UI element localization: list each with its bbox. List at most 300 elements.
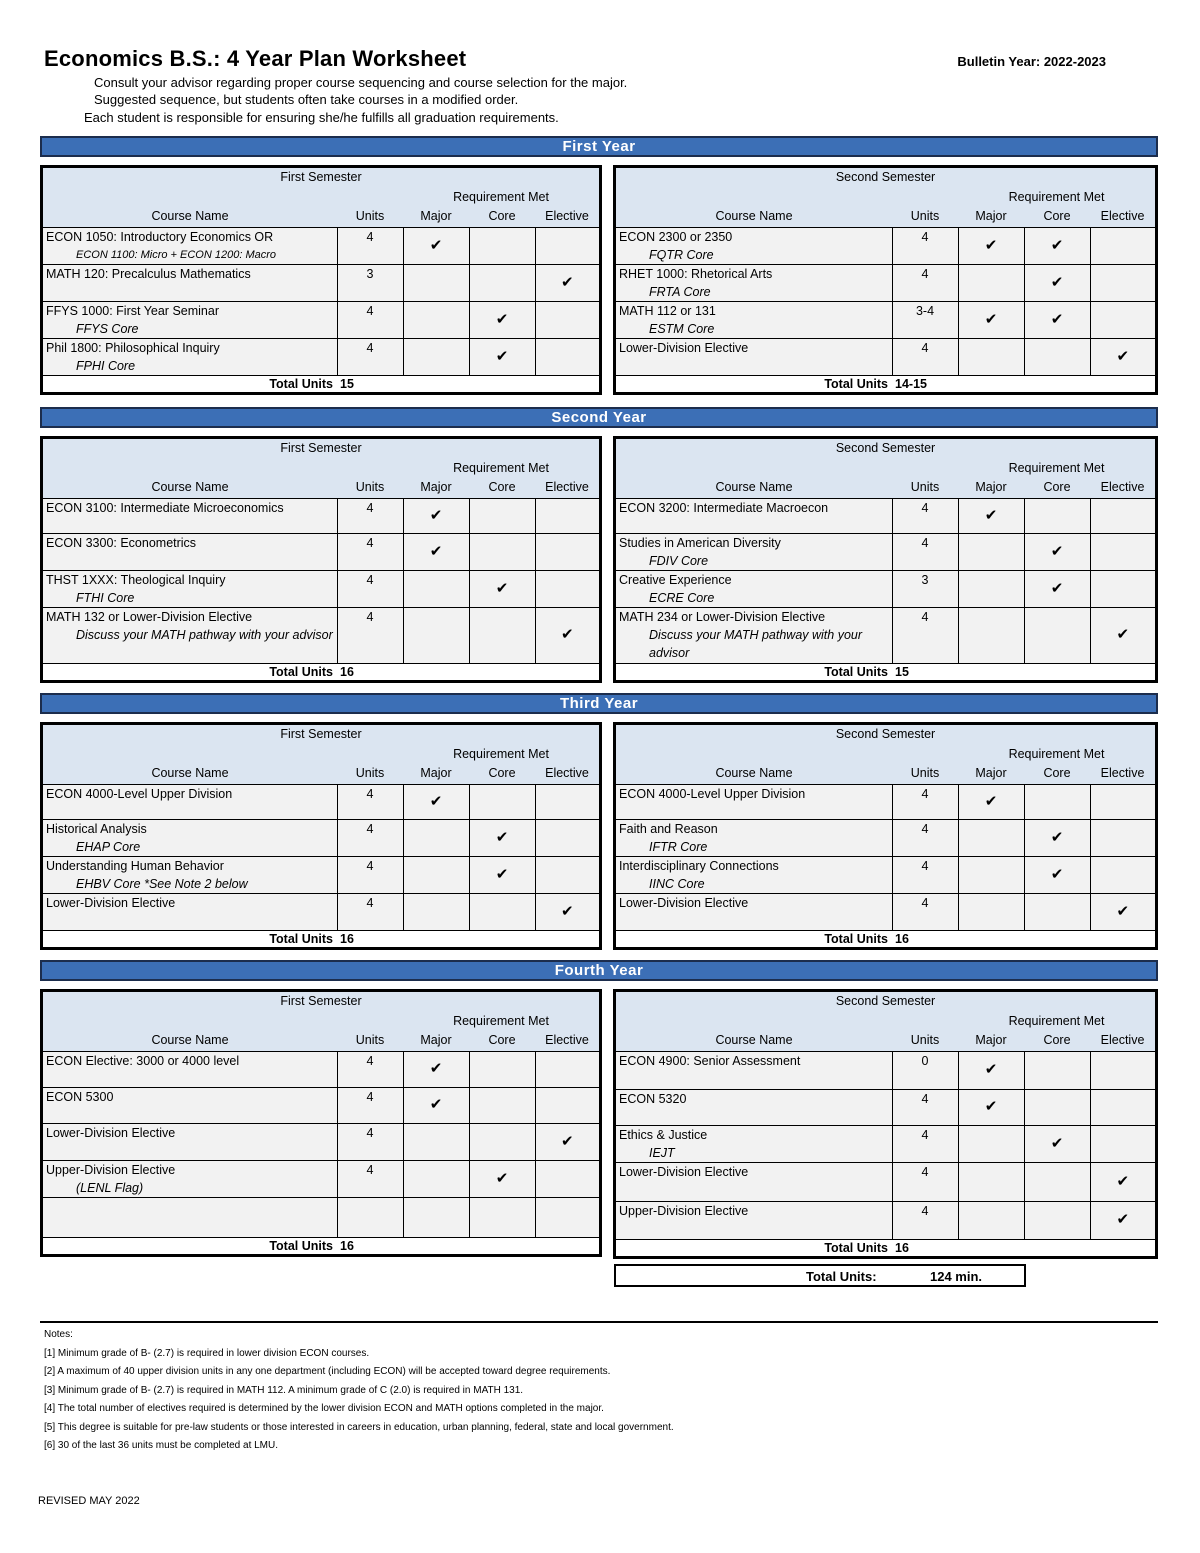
course-units	[337, 1197, 403, 1237]
core-check-cell	[469, 227, 535, 264]
course-name: Lower-Division Elective	[619, 1164, 749, 1179]
course-cell	[43, 264, 337, 301]
course-cell	[43, 570, 337, 607]
core-check-cell	[469, 856, 535, 893]
core-header: Core	[469, 1031, 535, 1051]
header-spacer	[337, 459, 403, 478]
major-check-cell	[958, 227, 1024, 264]
header-spacer	[892, 188, 958, 207]
header-spacer	[43, 1012, 337, 1031]
course-requirement-note: EHAP Core	[76, 839, 141, 854]
course-name: ECON 5320	[619, 1091, 687, 1106]
course-cell	[43, 893, 337, 930]
elective-header: Elective	[535, 478, 599, 498]
checkmark-icon: ✔	[984, 792, 998, 810]
checkmark-icon: ✔	[1050, 542, 1064, 560]
elective-check-cell	[535, 498, 599, 533]
note-item: [2] A maximum of 40 upper division units in any one department (including ECON) will be accepted toward degree requirements.	[44, 1366, 611, 1377]
major-header: Major	[403, 478, 469, 498]
course-name: MATH 120: Precalculus Mathematics	[46, 266, 251, 281]
checkmark-icon: ✔	[1050, 828, 1064, 846]
course-units: 4	[337, 227, 403, 264]
course-requirement-note: FRTA Core	[649, 284, 711, 299]
major-check-cell	[403, 227, 469, 264]
major-check-cell	[403, 893, 469, 930]
course-cell	[43, 1197, 337, 1237]
major-check-cell	[958, 338, 1024, 375]
elective-check-cell	[1090, 784, 1155, 819]
elective-check-cell	[1090, 607, 1155, 663]
units-header: Units	[892, 764, 958, 784]
course-units: 4	[337, 1087, 403, 1123]
course-name: ECON 5300	[46, 1089, 114, 1104]
semester-label: First Semester	[43, 439, 599, 459]
elective-check-cell	[535, 893, 599, 930]
grand-total-box	[614, 1264, 1026, 1287]
core-check-cell	[469, 819, 535, 856]
header-spacer	[616, 1012, 892, 1031]
major-check-cell	[403, 819, 469, 856]
course-units: 4	[337, 784, 403, 819]
core-check-cell	[1024, 338, 1090, 375]
semester-label: Second Semester	[616, 992, 1155, 1012]
header-spacer	[337, 188, 403, 207]
total-spacer	[958, 375, 1155, 392]
course-table	[43, 992, 599, 1254]
course-row	[616, 1051, 1155, 1089]
elective-header: Elective	[535, 764, 599, 784]
course-cell	[43, 498, 337, 533]
checkmark-icon: ✔	[1050, 273, 1064, 291]
note-item: [6] 30 of the last 36 units must be completed at LMU.	[44, 1440, 279, 1451]
major-header: Major	[403, 764, 469, 784]
course-row	[616, 784, 1155, 819]
core-header: Core	[1024, 764, 1090, 784]
checkmark-icon: ✔	[1116, 902, 1130, 920]
elective-check-cell	[1090, 338, 1155, 375]
course-cell	[616, 227, 892, 264]
major-check-cell	[958, 1051, 1024, 1089]
course-name: Historical Analysis	[46, 821, 147, 836]
major-check-cell	[403, 264, 469, 301]
course-requirement-note: EHBV Core *See Note 2 below	[76, 876, 248, 891]
major-check-cell	[958, 1125, 1024, 1162]
course-cell	[616, 819, 892, 856]
course-row	[43, 533, 599, 570]
checkmark-icon: ✔	[984, 236, 998, 254]
course-row	[616, 893, 1155, 930]
course-name: ECON 4000-Level Upper Division	[619, 786, 806, 801]
elective-check-cell	[1090, 498, 1155, 533]
elective-check-cell	[1090, 570, 1155, 607]
major-check-cell	[958, 301, 1024, 338]
requirement-met-label: Requirement Met	[958, 188, 1155, 207]
units-header: Units	[892, 1031, 958, 1051]
course-requirement-note: (LENL Flag)	[76, 1180, 144, 1195]
core-check-cell	[469, 607, 535, 663]
course-cell	[616, 338, 892, 375]
checkmark-icon: ✔	[560, 273, 574, 291]
total-units-label: Total Units	[269, 931, 333, 946]
course-table	[616, 168, 1155, 392]
course-table	[616, 439, 1155, 680]
course-name: Understanding Human Behavior	[46, 858, 224, 873]
semester-table-second	[613, 989, 1158, 1259]
course-cell	[616, 1162, 892, 1201]
course-name: ECON 3300: Econometrics	[46, 535, 197, 550]
elective-check-cell	[535, 784, 599, 819]
course-cell	[616, 498, 892, 533]
course-name-header: Course Name	[616, 1031, 892, 1051]
core-check-cell	[1024, 570, 1090, 607]
major-check-cell	[958, 607, 1024, 663]
course-name-header: Course Name	[616, 764, 892, 784]
elective-check-cell	[535, 227, 599, 264]
checkmark-icon: ✔	[984, 310, 998, 328]
course-units: 4	[892, 338, 958, 375]
elective-check-cell	[535, 1087, 599, 1123]
course-cell	[43, 227, 337, 264]
major-check-cell	[403, 1087, 469, 1123]
major-header: Major	[958, 478, 1024, 498]
checkmark-icon: ✔	[495, 579, 509, 597]
course-row	[616, 570, 1155, 607]
course-requirement-note: FQTR Core	[649, 247, 714, 262]
course-units: 3-4	[892, 301, 958, 338]
checkmark-icon: ✔	[1116, 1211, 1130, 1228]
elective-check-cell	[1090, 1201, 1155, 1239]
elective-check-cell	[535, 819, 599, 856]
course-cell	[616, 1051, 892, 1089]
elective-check-cell	[1090, 1089, 1155, 1125]
checkmark-icon: ✔	[429, 236, 443, 254]
total-units-value: 16	[340, 931, 354, 946]
course-units: 4	[337, 607, 403, 663]
elective-check-cell	[1090, 893, 1155, 930]
elective-check-cell	[1090, 1125, 1155, 1162]
course-row	[43, 856, 599, 893]
note-item: [4] The total number of electives required is determined by the lower division ECON and MATH options completed in the major.	[44, 1403, 604, 1414]
course-units: 4	[337, 533, 403, 570]
notes-divider	[40, 1321, 1158, 1323]
major-check-cell	[958, 264, 1024, 301]
course-units: 4	[892, 227, 958, 264]
semester-label: First Semester	[43, 168, 599, 188]
course-units: 4	[337, 1123, 403, 1160]
course-row	[616, 301, 1155, 338]
header-spacer	[892, 745, 958, 764]
course-cell	[43, 533, 337, 570]
course-units: 4	[892, 264, 958, 301]
core-check-cell	[469, 1051, 535, 1087]
major-check-cell	[403, 607, 469, 663]
course-name: Studies in American Diversity	[619, 535, 781, 550]
header-spacer	[43, 745, 337, 764]
elective-check-cell	[535, 607, 599, 663]
course-row	[43, 264, 599, 301]
course-table	[43, 439, 599, 680]
total-units-label: Total Units	[269, 376, 333, 391]
semester-label: Second Semester	[616, 439, 1155, 459]
semester-table-first	[40, 165, 602, 395]
total-units-value: 14-15	[895, 376, 927, 391]
total-units-label: Total Units	[824, 1240, 888, 1255]
core-check-cell	[469, 1087, 535, 1123]
total-units-label: Total Units	[269, 1238, 333, 1253]
requirement-met-label: Requirement Met	[958, 459, 1155, 478]
units-header: Units	[892, 478, 958, 498]
header-spacer	[616, 188, 892, 207]
course-name-header: Course Name	[43, 478, 337, 498]
course-name: ECON 1050: Introductory Economics OR	[46, 229, 274, 244]
core-check-cell	[1024, 264, 1090, 301]
total-units-label: Total Units	[824, 931, 888, 946]
course-cell	[616, 1201, 892, 1239]
elective-check-cell	[1090, 856, 1155, 893]
notes-section	[44, 1326, 674, 1456]
checkmark-icon: ✔	[429, 1096, 443, 1113]
course-requirement-note: FFYS Core	[76, 321, 139, 336]
elective-header: Elective	[1090, 207, 1155, 227]
bulletin-year: Bulletin Year: 2022-2023	[957, 54, 1106, 69]
course-units: 4	[337, 301, 403, 338]
elective-check-cell	[535, 533, 599, 570]
course-row	[616, 607, 1155, 663]
checkmark-icon: ✔	[984, 1061, 998, 1078]
course-units: 4	[337, 819, 403, 856]
requirement-met-label: Requirement Met	[958, 745, 1155, 764]
total-spacer	[403, 930, 599, 947]
course-requirement-note: ECRE Core	[649, 590, 715, 605]
elective-header: Elective	[1090, 764, 1155, 784]
course-cell	[43, 1160, 337, 1197]
page-title: Economics B.S.: 4 Year Plan Worksheet	[44, 46, 467, 71]
total-spacer	[403, 375, 599, 392]
course-requirement-note: IEJT	[649, 1145, 675, 1160]
course-row	[43, 784, 599, 819]
core-check-cell	[1024, 1201, 1090, 1239]
header-spacer	[337, 745, 403, 764]
course-units: 4	[337, 856, 403, 893]
checkmark-icon: ✔	[560, 1132, 574, 1150]
course-table	[616, 725, 1155, 947]
core-check-cell	[469, 338, 535, 375]
course-requirement-note: Discuss your MATH pathway with your advisor	[76, 627, 333, 642]
checkmark-icon: ✔	[495, 347, 509, 365]
course-requirement-note: FPHI Core	[76, 358, 136, 373]
course-name: Lower-Division Elective	[46, 1125, 176, 1140]
core-check-cell	[1024, 784, 1090, 819]
course-cell	[43, 1123, 337, 1160]
total-units-label: Total Units	[824, 376, 888, 391]
course-row	[616, 338, 1155, 375]
requirement-met-label: Requirement Met	[403, 188, 599, 207]
course-row	[43, 301, 599, 338]
course-name: RHET 1000: Rhetorical Arts	[619, 266, 773, 281]
core-check-cell	[469, 1197, 535, 1237]
course-name: ECON 3200: Intermediate Macroecon	[619, 500, 829, 515]
major-check-cell	[403, 301, 469, 338]
course-units: 4	[892, 784, 958, 819]
elective-header: Elective	[535, 1031, 599, 1051]
checkmark-icon: ✔	[429, 1060, 443, 1077]
core-check-cell	[469, 1123, 535, 1160]
total-units-label: Total Units	[824, 664, 888, 679]
year-heading: Third Year	[40, 693, 1158, 714]
core-header: Core	[469, 478, 535, 498]
course-units: 4	[337, 1051, 403, 1087]
course-name-header: Course Name	[616, 207, 892, 227]
checkmark-icon: ✔	[1050, 865, 1064, 883]
course-row	[616, 1162, 1155, 1201]
course-row	[616, 819, 1155, 856]
worksheet-header	[44, 46, 1114, 128]
course-requirement-note: IFTR Core	[649, 839, 708, 854]
course-name: Faith and Reason	[619, 821, 718, 836]
core-check-cell	[1024, 533, 1090, 570]
course-cell	[616, 1125, 892, 1162]
major-check-cell	[403, 1160, 469, 1197]
course-name: Ethics & Justice	[619, 1127, 708, 1142]
revised-date: REVISED MAY 2022	[38, 1495, 140, 1507]
total-spacer	[403, 663, 599, 680]
course-units: 4	[892, 1162, 958, 1201]
course-name: ECON 3100: Intermediate Microeconomics	[46, 500, 284, 515]
semester-table-second	[613, 165, 1158, 395]
elective-header: Elective	[1090, 1031, 1155, 1051]
elective-check-cell	[1090, 227, 1155, 264]
core-check-cell	[1024, 819, 1090, 856]
course-requirement-note: FDIV Core	[649, 553, 709, 568]
core-check-cell	[1024, 301, 1090, 338]
core-check-cell	[469, 784, 535, 819]
course-units: 4	[892, 498, 958, 533]
total-units-value: 16	[895, 931, 909, 946]
semester-label: Second Semester	[616, 168, 1155, 188]
major-check-cell	[958, 1089, 1024, 1125]
major-check-cell	[403, 1197, 469, 1237]
elective-check-cell	[1090, 533, 1155, 570]
course-row	[43, 819, 599, 856]
core-check-cell	[1024, 1162, 1090, 1201]
course-row	[43, 607, 599, 663]
total-spacer	[958, 930, 1155, 947]
course-row	[43, 1087, 599, 1123]
major-header: Major	[958, 1031, 1024, 1051]
course-cell	[43, 1087, 337, 1123]
header-spacer	[892, 1012, 958, 1031]
core-check-cell	[1024, 607, 1090, 663]
instruction-line-3: Each student is responsible for ensuring she/he fulfills all graduation requirements.	[84, 110, 559, 125]
core-header: Core	[469, 207, 535, 227]
checkmark-icon: ✔	[495, 1169, 509, 1187]
course-name: Lower-Division Elective	[619, 895, 749, 910]
course-table	[43, 168, 599, 392]
course-name: Upper-Division Elective	[619, 1203, 749, 1218]
elective-check-cell	[1090, 301, 1155, 338]
checkmark-icon: ✔	[495, 828, 509, 846]
total-units-value: 16	[340, 1238, 354, 1253]
course-name-header: Course Name	[43, 1031, 337, 1051]
note-item: [5] This degree is suitable for pre-law students or those interested in careers in education, urban planning, federal, state and local government.	[44, 1421, 674, 1433]
checkmark-icon: ✔	[429, 792, 443, 810]
year-heading: Second Year	[40, 407, 1158, 428]
course-row	[43, 1051, 599, 1087]
checkmark-icon: ✔	[984, 1098, 998, 1115]
checkmark-icon: ✔	[1050, 236, 1064, 254]
note-item: [3] Minimum grade of B- (2.7) is required in MATH 112. A minimum grade of C (2.0) is required in MATH 131.	[44, 1384, 524, 1396]
major-header: Major	[958, 207, 1024, 227]
units-header: Units	[337, 764, 403, 784]
core-check-cell	[469, 264, 535, 301]
course-row	[43, 893, 599, 930]
course-cell	[43, 819, 337, 856]
header-spacer	[892, 459, 958, 478]
course-cell	[43, 607, 337, 663]
course-name: ECON 4000-Level Upper Division	[46, 786, 233, 801]
course-row	[616, 264, 1155, 301]
grand-total-value: 124 min.	[930, 1269, 983, 1284]
course-table	[43, 725, 599, 947]
major-check-cell	[958, 1201, 1024, 1239]
elective-check-cell	[535, 856, 599, 893]
core-header: Core	[1024, 478, 1090, 498]
course-name: Phil 1800: Philosophical Inquiry	[46, 340, 220, 355]
elective-header: Elective	[1090, 478, 1155, 498]
core-header: Core	[469, 764, 535, 784]
checkmark-icon: ✔	[495, 310, 509, 328]
instruction-line-2: Suggested sequence, but students often take courses in a modified order.	[94, 92, 519, 107]
course-cell	[616, 301, 892, 338]
course-units: 4	[892, 607, 958, 663]
course-name-header: Course Name	[43, 207, 337, 227]
elective-check-cell	[535, 338, 599, 375]
core-check-cell	[469, 570, 535, 607]
course-cell	[616, 533, 892, 570]
core-check-cell	[1024, 893, 1090, 930]
course-cell	[43, 1051, 337, 1087]
semester-table-first	[40, 436, 602, 683]
elective-check-cell	[535, 1123, 599, 1160]
total-units-label: Total Units	[269, 664, 333, 679]
course-row	[616, 498, 1155, 533]
course-units: 4	[892, 856, 958, 893]
header-spacer	[616, 459, 892, 478]
header-spacer	[43, 188, 337, 207]
units-header: Units	[337, 1031, 403, 1051]
requirement-met-label: Requirement Met	[403, 1012, 599, 1031]
major-check-cell	[403, 570, 469, 607]
core-header: Core	[1024, 1031, 1090, 1051]
semester-table-first	[40, 722, 602, 950]
requirement-met-label: Requirement Met	[958, 1012, 1155, 1031]
course-row	[43, 498, 599, 533]
course-row	[616, 1089, 1155, 1125]
year-heading: Fourth Year	[40, 960, 1158, 981]
course-cell	[616, 784, 892, 819]
course-table	[616, 992, 1155, 1256]
course-row	[616, 1201, 1155, 1239]
major-check-cell	[403, 338, 469, 375]
course-cell	[43, 338, 337, 375]
core-check-cell	[1024, 856, 1090, 893]
course-units: 4	[337, 338, 403, 375]
semester-label: First Semester	[43, 725, 599, 745]
semester-table-second	[613, 722, 1158, 950]
course-units: 4	[892, 1125, 958, 1162]
checkmark-icon: ✔	[1050, 579, 1064, 597]
requirement-met-label: Requirement Met	[403, 745, 599, 764]
